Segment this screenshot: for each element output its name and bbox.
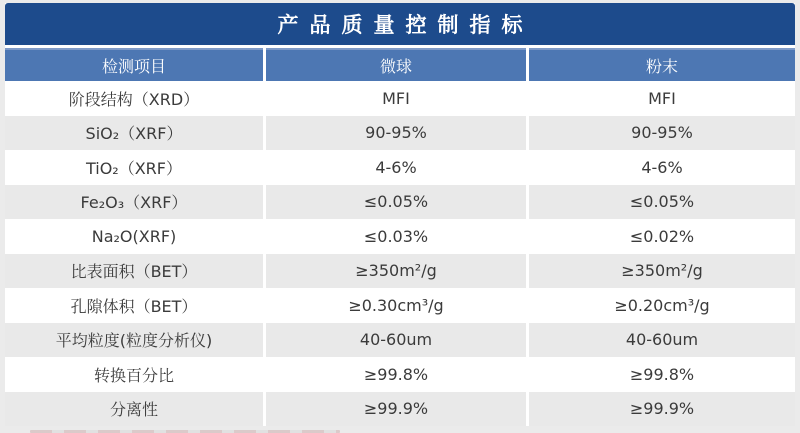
table-title: 产品质量控制指标 (277, 13, 534, 37)
table-row (5, 81, 795, 116)
cell-powder-value: ≤0.02% (529, 219, 795, 254)
cell-powder-value: 90-95% (529, 116, 795, 151)
cell-microsphere-value: 40-60um (266, 323, 526, 358)
cell-powder-value: MFI (529, 81, 795, 116)
cell-test-item: Fe₂O₃（XRF） (5, 185, 263, 220)
table-row (5, 150, 795, 185)
cell-microsphere-value: MFI (266, 81, 526, 116)
cell-microsphere-value: ≥99.8% (266, 357, 526, 392)
cell-microsphere-value: ≥99.9% (266, 392, 526, 427)
cell-microsphere-value: 4-6% (266, 150, 526, 185)
table-title-bar (5, 3, 795, 45)
table-header-row (5, 48, 795, 81)
cell-test-item: 孔隙体积（BET） (5, 288, 263, 323)
cell-test-item: 比表面积（BET） (5, 254, 263, 289)
table-row (5, 185, 795, 220)
header-cell-microsphere: 微球 (266, 48, 526, 81)
cell-powder-value: ≥350m²/g (529, 254, 795, 289)
cell-powder-value: 4-6% (529, 150, 795, 185)
cell-microsphere-value: 90-95% (266, 116, 526, 151)
cell-test-item: 阶段结构（XRD） (5, 81, 263, 116)
header-cell-powder: 粉末 (529, 48, 795, 81)
table-row (5, 254, 795, 289)
table-body (5, 81, 795, 426)
cell-powder-value: ≥99.9% (529, 392, 795, 427)
quality-control-table (5, 3, 795, 426)
cell-test-item: TiO₂（XRF） (5, 150, 263, 185)
cell-microsphere-value: ≥0.30cm³/g (266, 288, 526, 323)
table-row (5, 116, 795, 151)
table-row (5, 392, 795, 427)
cell-powder-value: ≥0.20cm³/g (529, 288, 795, 323)
cell-test-item: 分离性 (5, 392, 263, 427)
cell-microsphere-value: ≤0.05% (266, 185, 526, 220)
table-row (5, 357, 795, 392)
cell-test-item: Na₂O(XRF) (5, 219, 263, 254)
cell-powder-value: ≥99.8% (529, 357, 795, 392)
cell-microsphere-value: ≤0.03% (266, 219, 526, 254)
table-row (5, 323, 795, 358)
cell-test-item: 转换百分比 (5, 357, 263, 392)
cell-microsphere-value: ≥350m²/g (266, 254, 526, 289)
cell-test-item: SiO₂（XRF） (5, 116, 263, 151)
cell-test-item: 平均粒度(粒度分析仪) (5, 323, 263, 358)
header-cell-test-item: 检测项目 (5, 48, 263, 81)
table-row (5, 219, 795, 254)
table-row (5, 288, 795, 323)
cell-powder-value: 40-60um (529, 323, 795, 358)
cell-powder-value: ≤0.05% (529, 185, 795, 220)
